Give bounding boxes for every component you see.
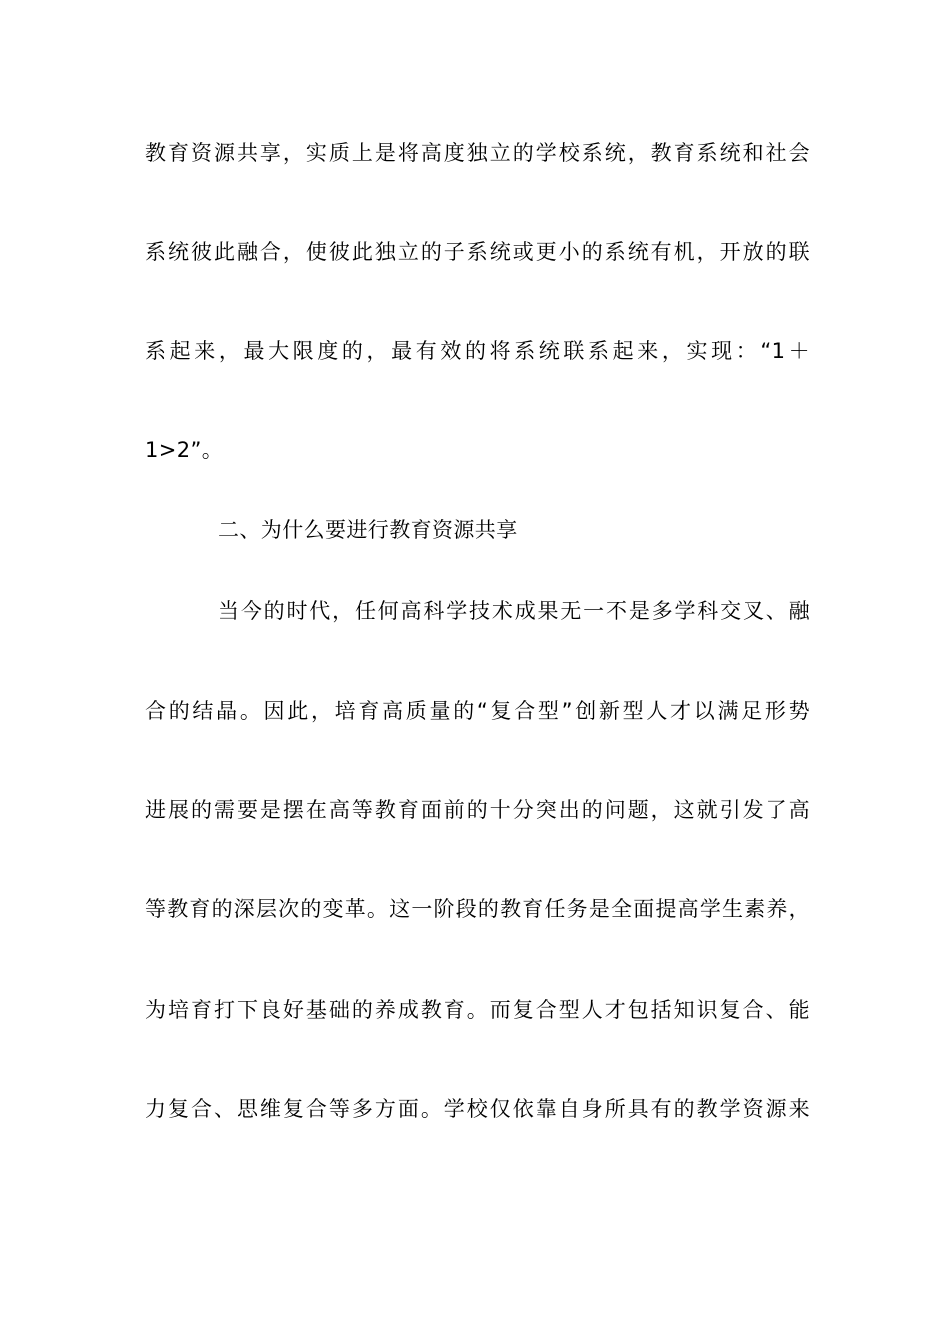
- paragraph-line-3: 进展的需要是摆在高等教育面前的十分突出的问题，这就引发了高: [145, 798, 810, 822]
- paragraph-line-4: 等教育的深层次的变革。这一阶段的教育任务是全面提高学生素养，: [145, 897, 810, 921]
- paragraph-line-1: 当今的时代，任何高科学技术成果无一不是多学科交叉、融: [218, 599, 810, 623]
- text-line-4: 1>2”。: [145, 438, 224, 462]
- text-line-3: 系起来，最大限度的，最有效的将系统联系起来，实现：“1＋: [145, 339, 810, 363]
- section-heading: 二、为什么要进行教育资源共享: [218, 518, 518, 542]
- text-line-2: 系统彼此融合，使彼此独立的子系统或更小的系统有机，开放的联: [145, 240, 810, 264]
- paragraph-line-2: 合的结晶。因此，培育高质量的“复合型”创新型人才以满足形势: [145, 699, 810, 723]
- text-line-1: 教育资源共享，实质上是将高度独立的学校系统，教育系统和社会: [145, 141, 810, 165]
- paragraph-line-6: 力复合、思维复合等多方面。学校仅依靠自身所具有的教学资源来: [145, 1097, 810, 1121]
- paragraph-line-5: 为培育打下良好基础的养成教育。而复合型人才包括知识复合、能: [145, 998, 810, 1022]
